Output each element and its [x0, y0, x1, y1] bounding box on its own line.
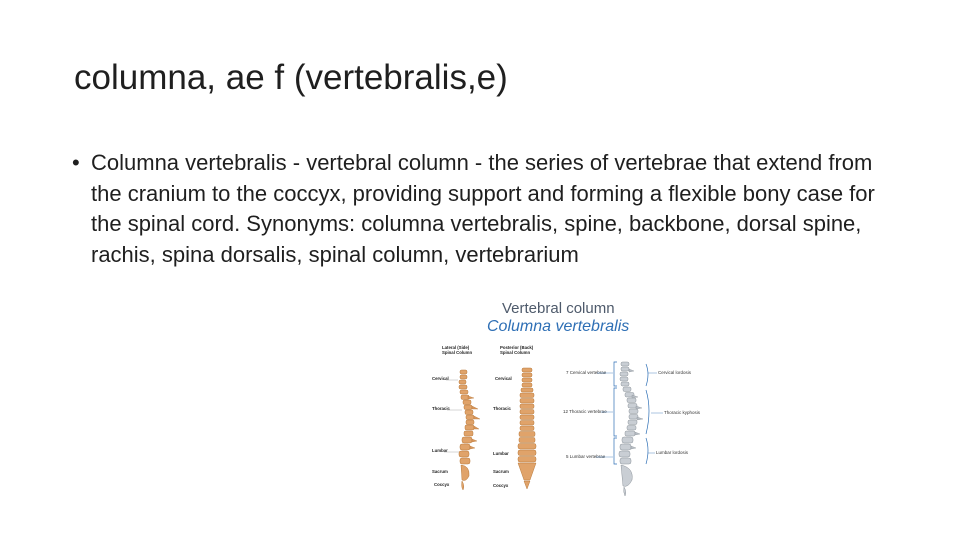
figure-subtitle: Columna vertebralis: [487, 318, 630, 335]
lateral-label-lumbar: Lumbar: [432, 448, 448, 453]
figure-title: Vertebral column: [502, 300, 615, 317]
curvature-lumbar: Lumbar lordosis: [656, 450, 689, 455]
count-lumbar: 5 Lumbar vertebrae: [566, 454, 606, 459]
spine-illustration: [420, 340, 701, 496]
posterior-label-lumbar: Lumbar: [493, 451, 509, 456]
count-cervical: 7 Cervical vertebrae: [566, 370, 607, 375]
xray-spine: [619, 362, 638, 496]
lateral-label-cervical: Cervical: [432, 376, 449, 381]
lateral-header-line1: Lateral (Side): [442, 345, 470, 350]
curvature-thoracic: Thoracic kyphosis: [664, 410, 701, 415]
lateral-header-line2: Spinal Column: [442, 350, 473, 355]
posterior-label-sacrum: Sacrum: [493, 469, 509, 474]
lateral-label-thoracic: Thoracic: [432, 406, 450, 411]
lateral-label-sacrum: Sacrum: [432, 469, 448, 474]
posterior-label-coccyx: Coccyx: [493, 483, 509, 488]
lateral-label-coccyx: Coccyx: [434, 482, 450, 487]
posterior-label-cervical: Cervical: [495, 376, 512, 381]
bullet-item: [72, 148, 902, 270]
posterior-header-line2: Spinal Column: [500, 350, 531, 355]
slide-body: [72, 148, 902, 270]
curvature-cervical: Cervical lordosis: [658, 370, 692, 375]
posterior-header-line1: Posterior (Back): [500, 345, 534, 350]
posterior-label-thoracic: Thoracic: [493, 406, 511, 411]
count-thoracic: 12 Thoracic vertebrae: [563, 409, 607, 414]
posterior-spine: [518, 368, 536, 489]
vertebral-column-figure: [420, 296, 701, 496]
bullet-symbol: •: [72, 150, 80, 175]
lateral-spine: [459, 370, 474, 490]
bullet-text: Columna vertebralis - vertebral column - the series of vertebrae that extend from the cranium to the coccyx, providing support and forming a flexible bony case for the spinal cord. Synonyms: columna vertebralis, spine, backbone, dorsal spine, rachis, spina dorsalis, spinal column, vertebrarium: [91, 150, 875, 267]
slide-title: columna, ae f (vertebralis,e): [74, 58, 508, 97]
